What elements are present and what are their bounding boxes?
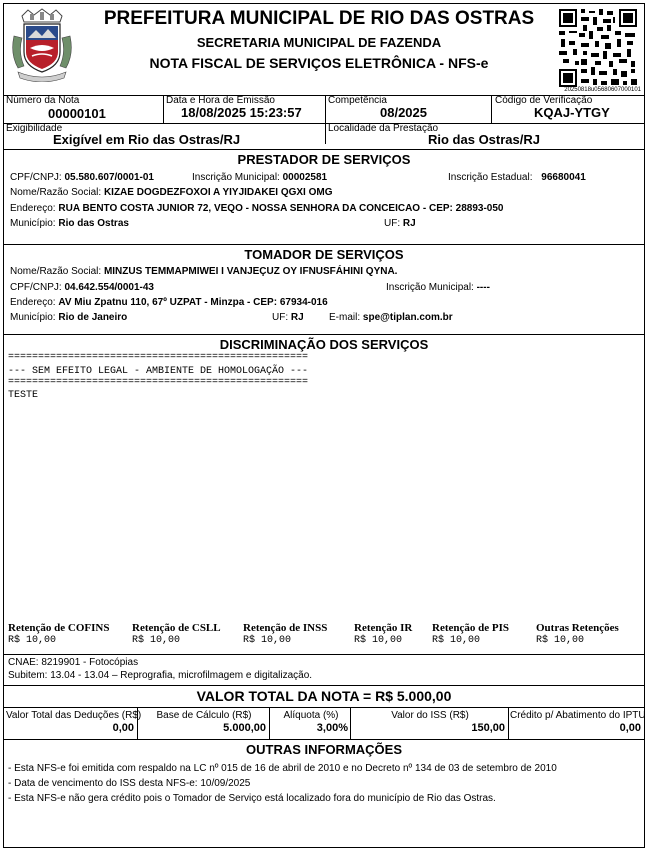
- retencao-ir-label: Retenção IR: [354, 622, 413, 634]
- retencao-outras-value: R$ 10,00: [536, 635, 585, 646]
- prestador-ie-row: [448, 172, 586, 183]
- data-emissao-label: Data e Hora de Emissão: [166, 95, 275, 106]
- credito-iptu-value: 0,00: [619, 722, 641, 734]
- prestador-nome-label: Nome/Razão Social:: [10, 187, 102, 198]
- prestador-im-label: Inscrição Municipal:: [192, 172, 280, 183]
- codigo-verificacao-label: Código de Verificação: [495, 95, 593, 106]
- base-calculo-label: Base de Cálculo (R$): [156, 710, 252, 721]
- tomador-nome-label: Nome/Razão Social:: [10, 266, 102, 277]
- servicos-line-2: --- SEM EFEITO LEGAL - AMBIENTE DE HOMOLOGAÇÃO ---: [8, 366, 309, 377]
- retencao-csll-label: Retenção de CSLL: [132, 622, 221, 634]
- codigo-verificacao: KQAJ-YTGY: [534, 105, 610, 120]
- outras-info-item: - Esta NFS-e não gera crédito pois o Tomador de Serviço está localizado fora do município de Rio das Ostras.: [8, 793, 496, 804]
- header-subtitle: SECRETARIA MUNICIPAL DE FAZENDA: [196, 35, 442, 50]
- retencao-pis-label: Retenção de PIS: [432, 622, 509, 634]
- tomador-uf-row: [272, 312, 304, 323]
- prestador-cnpj-row: [10, 172, 154, 183]
- prestador-endereco-row: [10, 203, 503, 214]
- prestador-endereco-label: Endereço:: [10, 203, 56, 214]
- base-calculo-value: 5.000,00: [223, 722, 266, 734]
- competencia-label: Competência: [328, 95, 387, 106]
- retencao-cofins-label: Retenção de COFINS: [8, 622, 110, 634]
- exigibilidade: Exigível em Rio das Ostras/RJ: [53, 132, 241, 147]
- tomador-email: spe@tiplan.com.br: [362, 312, 453, 323]
- retencao-inss-label: Retenção de INSS: [243, 622, 328, 634]
- tomador-endereco-row: [10, 297, 328, 308]
- subitem-line: Subitem: 13.04 - 13.04 – Reprografia, microfilmagem e digitalização.: [8, 670, 313, 681]
- tomador-nome-row: [10, 266, 397, 277]
- tomador-title: TOMADOR DE SERVIÇOS: [244, 247, 404, 262]
- header-doc-type: NOTA FISCAL DE SERVIÇOS ELETRÔNICA - NFS-e: [149, 55, 489, 71]
- numero-nota: 00000101: [48, 106, 106, 121]
- deducoes-value: 0,00: [112, 722, 134, 734]
- tomador-endereco-label: Endereço:: [10, 297, 56, 308]
- nfse-document: [3, 3, 645, 848]
- qr-code: [557, 7, 639, 89]
- numero-nota-label: Número da Nota: [6, 95, 80, 106]
- tomador-municipio: Rio de Janeiro: [58, 312, 128, 323]
- prestador-uf-label: UF:: [384, 218, 401, 229]
- deducoes-label: Valor Total das Deduções (R$): [6, 710, 142, 721]
- prestador-municipio: Rio das Ostras: [58, 218, 129, 229]
- retencao-cofins-value: R$ 10,00: [8, 635, 57, 646]
- servicos-line-4: TESTE: [8, 390, 39, 401]
- credito-iptu-label: Crédito p/ Abatimento do IPTU: [510, 710, 646, 721]
- tomador-municipio-label: Município:: [10, 312, 56, 323]
- tomador-im-row: [386, 282, 490, 293]
- city-crest-logo: [10, 8, 74, 82]
- outras-info-item: - Esta NFS-e foi emitida com respaldo na LC nº 015 de 16 de abril de 2010 e no Decreto nº 134 de 03 de setembro de 2010: [8, 763, 557, 774]
- retencao-ir-value: R$ 10,00: [354, 635, 403, 646]
- prestador-municipio-label: Município:: [10, 218, 56, 229]
- prestador-cnpj: 05.580.607/0001-01: [64, 172, 154, 183]
- prestador-nome-row: [10, 187, 332, 198]
- valor-iss-value: 150,00: [471, 722, 505, 734]
- tomador-im-label: Inscrição Municipal:: [386, 282, 474, 293]
- tomador-cnpj-label: CPF/CNPJ:: [10, 282, 62, 293]
- tomador-municipio-row: [10, 312, 127, 323]
- prestador-ie: 96680041: [541, 172, 586, 183]
- retencao-inss-value: R$ 10,00: [243, 635, 292, 646]
- tomador-nome: MINZUS TEMMAPMIWEI I VANJEÇUZ OY IFNUSFÁHINI QYNA.: [103, 266, 398, 277]
- tomador-uf-label: UF:: [272, 312, 289, 323]
- valor-total-nota: VALOR TOTAL DA NOTA = R$ 5.000,00: [196, 688, 452, 704]
- retencao-pis-value: R$ 10,00: [432, 635, 481, 646]
- prestador-cnpj-label: CPF/CNPJ:: [10, 172, 62, 183]
- prestador-ie-label: Inscrição Estadual:: [448, 172, 533, 183]
- prestador-endereco: RUA BENTO COSTA JUNIOR 72, VEQO - NOSSA SENHORA DA CONCEICAO - CEP: 28893-050: [58, 203, 504, 214]
- tomador-cnpj-row: [10, 282, 154, 293]
- valor-iss-label: Valor do ISS (R$): [391, 710, 469, 721]
- outras-info-title: OUTRAS INFORMAÇÕES: [246, 742, 402, 757]
- tomador-uf: RJ: [290, 312, 304, 323]
- tomador-email-row: [329, 312, 453, 323]
- localidade-label: Localidade da Prestação: [328, 123, 439, 134]
- prestador-title: PRESTADOR DE SERVIÇOS: [237, 152, 411, 167]
- retencao-csll-value: R$ 10,00: [132, 635, 181, 646]
- tomador-endereco: AV Miu Zpatnu 110, 67º UZPAT - Minzpa - CEP: 67934-016: [58, 297, 328, 308]
- competencia: 08/2025: [380, 105, 427, 120]
- retencao-outras-label: Outras Retenções: [536, 622, 619, 634]
- tomador-email-label: E-mail:: [329, 312, 361, 323]
- qr-code-caption: 20250818u05680607000101: [564, 87, 641, 93]
- aliquota-value: 3,00%: [316, 722, 348, 734]
- prestador-im: 00002581: [282, 172, 328, 183]
- tomador-cnpj: 04.642.554/0001-43: [64, 282, 154, 293]
- prestador-im-row: [192, 172, 327, 183]
- cnae-line: CNAE: 8219901 - Fotocópias: [8, 657, 139, 668]
- localidade: Rio das Ostras/RJ: [428, 132, 540, 147]
- outras-info-item: - Data de vencimento do ISS desta NFS-e: 10/09/2025: [8, 778, 251, 789]
- tomador-im: ----: [476, 282, 490, 293]
- exigibilidade-label: Exigibilidade: [6, 123, 63, 134]
- servicos-line-3: ==================================================: [8, 377, 309, 388]
- aliquota-label: Alíquota (%): [283, 710, 339, 721]
- prestador-uf: RJ: [402, 218, 416, 229]
- data-emissao: 18/08/2025 15:23:57: [181, 105, 302, 120]
- prestador-municipio-row: [10, 218, 129, 229]
- header-title: PREFEITURA MUNICIPAL DE RIO DAS OSTRAS: [103, 8, 535, 29]
- prestador-nome: KIZAE DOGDEZFOXOI A YIYJIDAKEI QGXI OMG: [103, 187, 333, 198]
- servicos-title: DISCRIMINAÇÃO DOS SERVIÇOS: [219, 337, 429, 352]
- prestador-uf-row: [384, 218, 416, 229]
- servicos-line-1: ==================================================: [8, 352, 309, 363]
